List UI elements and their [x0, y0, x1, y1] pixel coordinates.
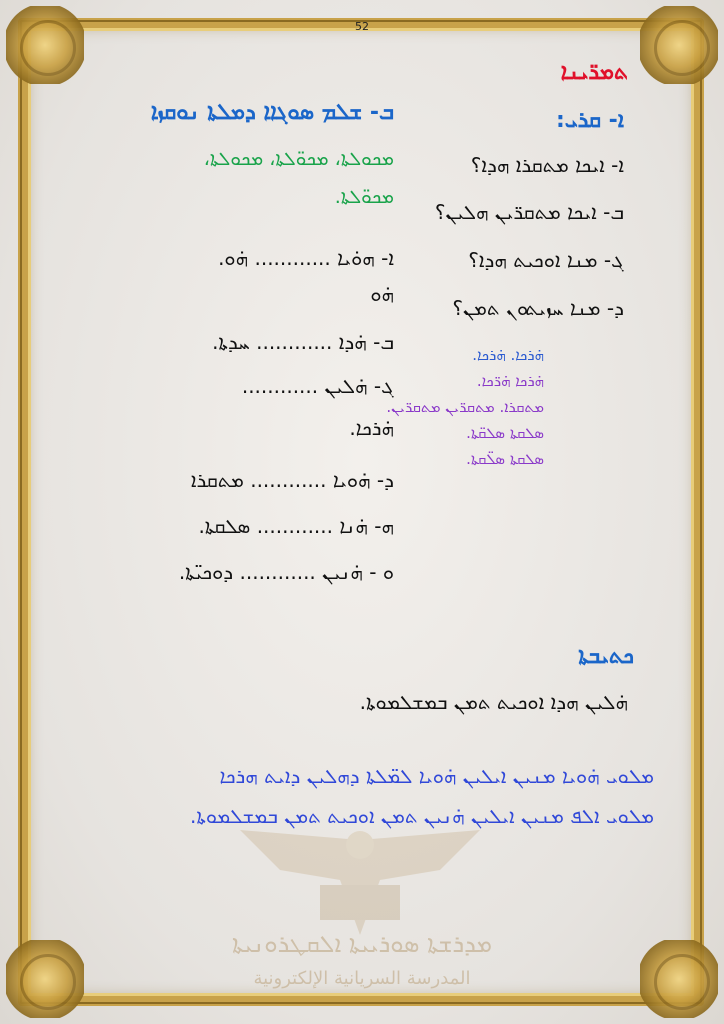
- item-word: ܗ̇ܘ.: [218, 246, 249, 270]
- item-label: ܓ- ܗ̇ܠܝܢ: [324, 374, 394, 398]
- item-word: ܕܘܟܝ̈ܬܐ.: [178, 560, 234, 584]
- fill-item-continuation: ܗ̇ܪܟܐ.: [349, 416, 394, 440]
- writing-sentence: ܗ̇ܠܝܢ ܗܕܐ ܐܘܟܝܬ ܬܡܢ ܒܡܫܠܡܘܬܐ.: [359, 690, 628, 714]
- item-label: ܒ- ܗ̇ܕܐ: [338, 330, 394, 354]
- blank-dots: ............: [239, 560, 316, 584]
- watermark-arabic: المدرسة السريانية الإلكترونية: [253, 968, 471, 989]
- corner-ornament-icon: [640, 6, 718, 84]
- page-number: 52: [355, 20, 369, 33]
- item-label: ܘ - ܗ̇ܢܝܢ: [322, 560, 394, 584]
- options-line: ܡܟܘ̈ܠܬܐ.: [334, 186, 394, 208]
- item-label: ܗ- ܗ̇ܢܐ: [339, 514, 394, 538]
- corner-ornament-icon: [6, 6, 84, 84]
- answer-line: ܗ̇ܪܟܐ ܗ̇ܪ̈ܟܐ.: [476, 372, 544, 390]
- fill-item-continuation: ܗ̇ܘ: [370, 282, 394, 306]
- question-line: ܓ- ܡܢܐ ܐܘܟܝܬ ܗܕܐ؟: [468, 248, 624, 272]
- question-line: ܐ- ܐܝܟܐ ܡܬܩܪܐ ܗܕܐ؟: [470, 153, 624, 177]
- blank-dots: ............: [250, 468, 327, 492]
- section-title: ܬܡܪ̈ܝܢܐ: [560, 60, 628, 85]
- item-word: ܚܕܬܐ.: [212, 330, 250, 354]
- answer-line: ܡܬܩܪܐ. ܡܬܩܪ̈ܝܢ ܡܬܩܪ̈ܝܢ.: [386, 398, 544, 416]
- instruction-line: ܡܠܘܝ ܐܠܦ ܡܢܝܢ ܐܝܠܝܢ ܗ̇ܢܝܢ ܬܡܢ ܐܘܟܝܬ ܬܡܢ ܒܡܫܠܡܘܬܐ.: [189, 804, 654, 828]
- answer-line: ܗ̇ܪܟܐ. ܗ̇ܪܟܐ.: [472, 346, 544, 364]
- blank-dots: ............: [256, 514, 333, 538]
- answer-line: ܣܠܩܬܐ ܣܠ̈ܩܬܐ.: [466, 450, 544, 468]
- item-label: ܐ- ܗܘ̇ܝܐ: [337, 246, 394, 270]
- watermark-syriac: ܡܕܪܫܬܐ ܣܘܪܝܝܬܐ ܐܠܩܛܪܘܢܝܬܐ: [232, 930, 492, 958]
- item-label: ܕ- ܗ̇ܘܝܐ: [332, 468, 394, 492]
- blank-dots: ............: [256, 330, 333, 354]
- exercise-a-heading: ܐ- ܩܪܝ:: [555, 108, 624, 133]
- options-line: ܡܟܘܠܬܐ، ܡܟܘ̈ܠܬܐ، ܡܟܘܠܬܐ،: [203, 148, 394, 170]
- fill-item: [134, 330, 394, 354]
- blank-dots: ............: [241, 374, 319, 398]
- answer-line: ܣܠܩܬܐ ܣܠܩ̈ܬܐ.: [466, 424, 544, 442]
- question-line: ܒ- ܐܝܟܐ ܡܬܩܪ̈ܝܢ ܗܠܝܢ؟: [434, 200, 624, 224]
- exercise-b-heading: ܒ- ܫܠܡ ܣܘܓܐܐ ܕܡܠܬܐ ܢܘܩܙܐ: [150, 100, 394, 125]
- fill-item: [134, 374, 394, 398]
- fill-item: [134, 468, 394, 492]
- writing-heading: ܟܬܝܒܬܐ: [578, 644, 634, 669]
- emblem-watermark-icon: [200, 820, 520, 940]
- question-line: ܕ- ܡܢܐ ܚܙܝܬܘܢ ܬܡܢ؟: [452, 296, 624, 320]
- item-word: ܡܬܩܪܐ: [190, 468, 244, 492]
- item-word: ܣܠܩܬܐ.: [198, 514, 251, 538]
- fill-item: [134, 246, 394, 270]
- blank-dots: ............: [254, 246, 331, 270]
- instruction-line: ܡܠܘܝ ܗ̇ܘܝܐ ܡܢܝܢ ܐܝܠܝܢ ܗ̇ܘܝܐ ܠܡ̈ܠܬܐ ܕܗܠܝܢ ܕܐܝܬ ܗܪܟܐ: [219, 764, 654, 788]
- fill-item: [134, 514, 394, 538]
- fill-item: [134, 560, 394, 584]
